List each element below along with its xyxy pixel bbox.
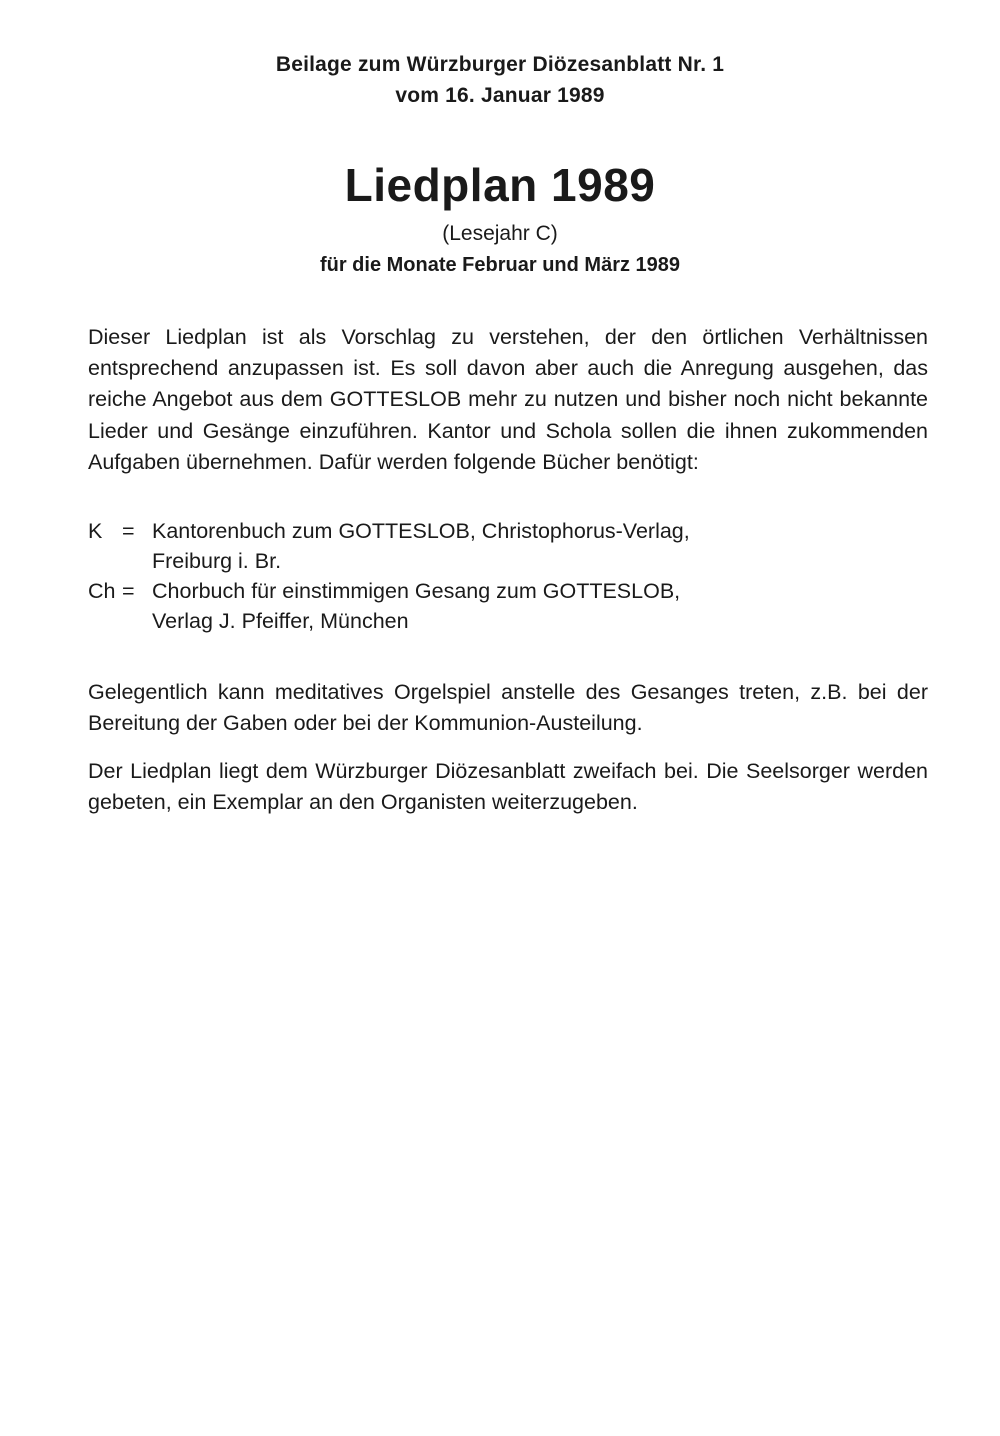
abbreviation-definition bbox=[152, 516, 928, 576]
copies-note-paragraph: Der Liedplan liegt dem Würzburger Diözesanblatt zweifach bei. Die Seelsorger werden gebeten, ein Exemplar an den Organisten weiterzugeben. bbox=[88, 759, 928, 815]
header-date-line: vom 16. Januar 1989 bbox=[395, 84, 605, 107]
header-supplement-line: Beilage zum Würzburger Diözesanblatt Nr. 1 bbox=[275, 53, 725, 76]
page-subtitle: (Lesejahr C) bbox=[442, 222, 558, 245]
months-line: für die Monate Februar und März 1989 bbox=[319, 254, 681, 276]
organ-note-paragraph: Gelegentlich kann meditatives Orgelspiel anstelle des Gesanges treten, z.B. bei der Bereitung der Gaben oder bei der Kommunion-Austeilung. bbox=[88, 680, 928, 736]
abbreviation-key: Ch bbox=[88, 579, 116, 603]
abbreviation-definition-line: Kantorenbuch zum GOTTESLOB, Christophorus-Verlag, bbox=[152, 519, 690, 543]
intro-paragraph: Dieser Liedplan ist als Vorschlag zu verstehen, der den örtlichen Verhältnissen entsprechend anzupassen ist. Es soll davon aber auch die Anregung ausgehen, das reiche Angebot aus dem GOTTESLOB mehr zu nutzen und bisher noch nicht bekannte Lieder und Gesänge einzuführen. Kantor und Schola sollen die ihnen zukommenden Aufgaben übernehmen. Dafür werden folgende Bücher benötigt: bbox=[88, 325, 928, 474]
abbreviation-definition bbox=[152, 576, 928, 636]
abbreviation-item-k bbox=[88, 516, 928, 576]
abbreviation-item-ch bbox=[88, 576, 928, 636]
page-title: Liedplan 1989 bbox=[344, 159, 656, 211]
abbreviation-equals: = bbox=[122, 519, 135, 543]
abbreviation-definition-line: Chorbuch für einstimmigen Gesang zum GOTTESLOB, bbox=[152, 579, 681, 603]
abbreviation-definition-line: Freiburg i. Br. bbox=[152, 549, 282, 573]
abbreviation-list bbox=[88, 516, 928, 636]
abbreviation-definition-line: Verlag J. Pfeiffer, München bbox=[152, 609, 409, 633]
abbreviation-key: K bbox=[88, 519, 103, 543]
abbreviation-equals: = bbox=[122, 579, 135, 603]
